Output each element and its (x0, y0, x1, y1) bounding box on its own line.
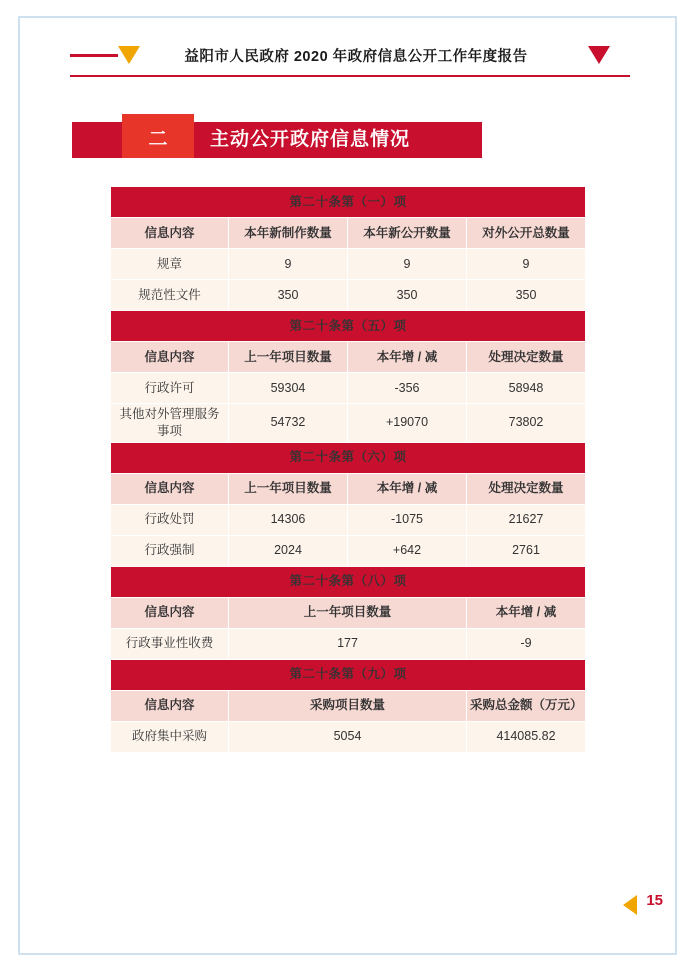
table-row (111, 721, 586, 752)
table-title: 第二十条第（五）项 (111, 311, 586, 342)
table-header-row (111, 218, 586, 249)
report-tables (110, 186, 585, 753)
row-label: 行政事业性收费 (111, 628, 229, 659)
cell-value: +19070 (348, 404, 467, 443)
table-title: 第二十条第（一）项 (111, 187, 586, 218)
row-label: 行政处罚 (111, 504, 229, 535)
column-header: 上一年项目数量 (229, 473, 348, 504)
table-title: 第二十条第（六）项 (111, 442, 586, 473)
triangle-down-orange-icon (118, 46, 140, 64)
cell-value: 9 (348, 249, 467, 280)
column-header: 信息内容 (111, 473, 229, 504)
triangle-left-orange-icon (623, 895, 637, 915)
table-header-row (111, 690, 586, 721)
column-header: 处理决定数量 (467, 342, 586, 373)
cell-value: 350 (229, 280, 348, 311)
column-header: 信息内容 (111, 342, 229, 373)
table-title-row (111, 566, 586, 597)
column-header: 本年增 / 减 (348, 473, 467, 504)
information-disclosure-table (110, 186, 586, 753)
table-row (111, 280, 586, 311)
cell-value: -1075 (348, 504, 467, 535)
table-title-row (111, 187, 586, 218)
cell-value: 14306 (229, 504, 348, 535)
section-banner (72, 122, 482, 158)
section-number: 二 (148, 129, 168, 150)
column-header: 本年新公开数量 (348, 218, 467, 249)
section-title: 主动公开政府信息情况 (210, 129, 411, 150)
cell-value: 5054 (229, 721, 467, 752)
cell-value: 59304 (229, 373, 348, 404)
cell-value: 2024 (229, 535, 348, 566)
cell-value: 73802 (467, 404, 586, 443)
column-header: 本年增 / 减 (467, 597, 586, 628)
table-row (111, 504, 586, 535)
row-label: 规范性文件 (111, 280, 229, 311)
table-title: 第二十条第（九）项 (111, 659, 586, 690)
cell-value: 58948 (467, 373, 586, 404)
column-header: 上一年项目数量 (229, 342, 348, 373)
cell-value: 2761 (467, 535, 586, 566)
column-header: 本年增 / 减 (348, 342, 467, 373)
triangle-down-red-icon (588, 46, 610, 64)
table-header-row (111, 342, 586, 373)
table-title-row (111, 311, 586, 342)
table-row (111, 404, 586, 443)
cell-value: -9 (467, 628, 586, 659)
header-rule-left (70, 54, 118, 57)
table-row (111, 373, 586, 404)
column-header: 处理决定数量 (467, 473, 586, 504)
row-label: 行政强制 (111, 535, 229, 566)
table-row (111, 535, 586, 566)
column-header: 信息内容 (111, 690, 229, 721)
cell-value: 350 (348, 280, 467, 311)
column-header: 采购总金额（万元） (467, 690, 586, 721)
header-divider (70, 75, 630, 77)
table-title-row (111, 442, 586, 473)
page-number-block (609, 891, 669, 919)
column-header: 信息内容 (111, 218, 229, 249)
table-row (111, 628, 586, 659)
cell-value: 414085.82 (467, 721, 586, 752)
cell-value: 177 (229, 628, 467, 659)
cell-value: 9 (229, 249, 348, 280)
row-label: 行政许可 (111, 373, 229, 404)
row-label: 政府集中采购 (111, 721, 229, 752)
table-row (111, 249, 586, 280)
cell-value: 350 (467, 280, 586, 311)
cell-value: -356 (348, 373, 467, 404)
cell-value: 9 (467, 249, 586, 280)
row-label: 其他对外管理服务事项 (111, 404, 229, 443)
table-header-row (111, 473, 586, 504)
cell-value: 21627 (467, 504, 586, 535)
cell-value: +642 (348, 535, 467, 566)
table-title-row (111, 659, 586, 690)
column-header: 本年新制作数量 (229, 218, 348, 249)
page-number: 15 (646, 892, 663, 909)
column-header: 采购项目数量 (229, 690, 467, 721)
column-header: 对外公开总数量 (467, 218, 586, 249)
table-header-row (111, 597, 586, 628)
row-label: 规章 (111, 249, 229, 280)
cell-value: 54732 (229, 404, 348, 443)
column-header: 上一年项目数量 (229, 597, 467, 628)
page-title: 益阳市人民政府 2020 年政府信息公开工作年度报告 (184, 49, 528, 65)
table-title: 第二十条第（八）项 (111, 566, 586, 597)
column-header: 信息内容 (111, 597, 229, 628)
page-header (70, 38, 630, 72)
